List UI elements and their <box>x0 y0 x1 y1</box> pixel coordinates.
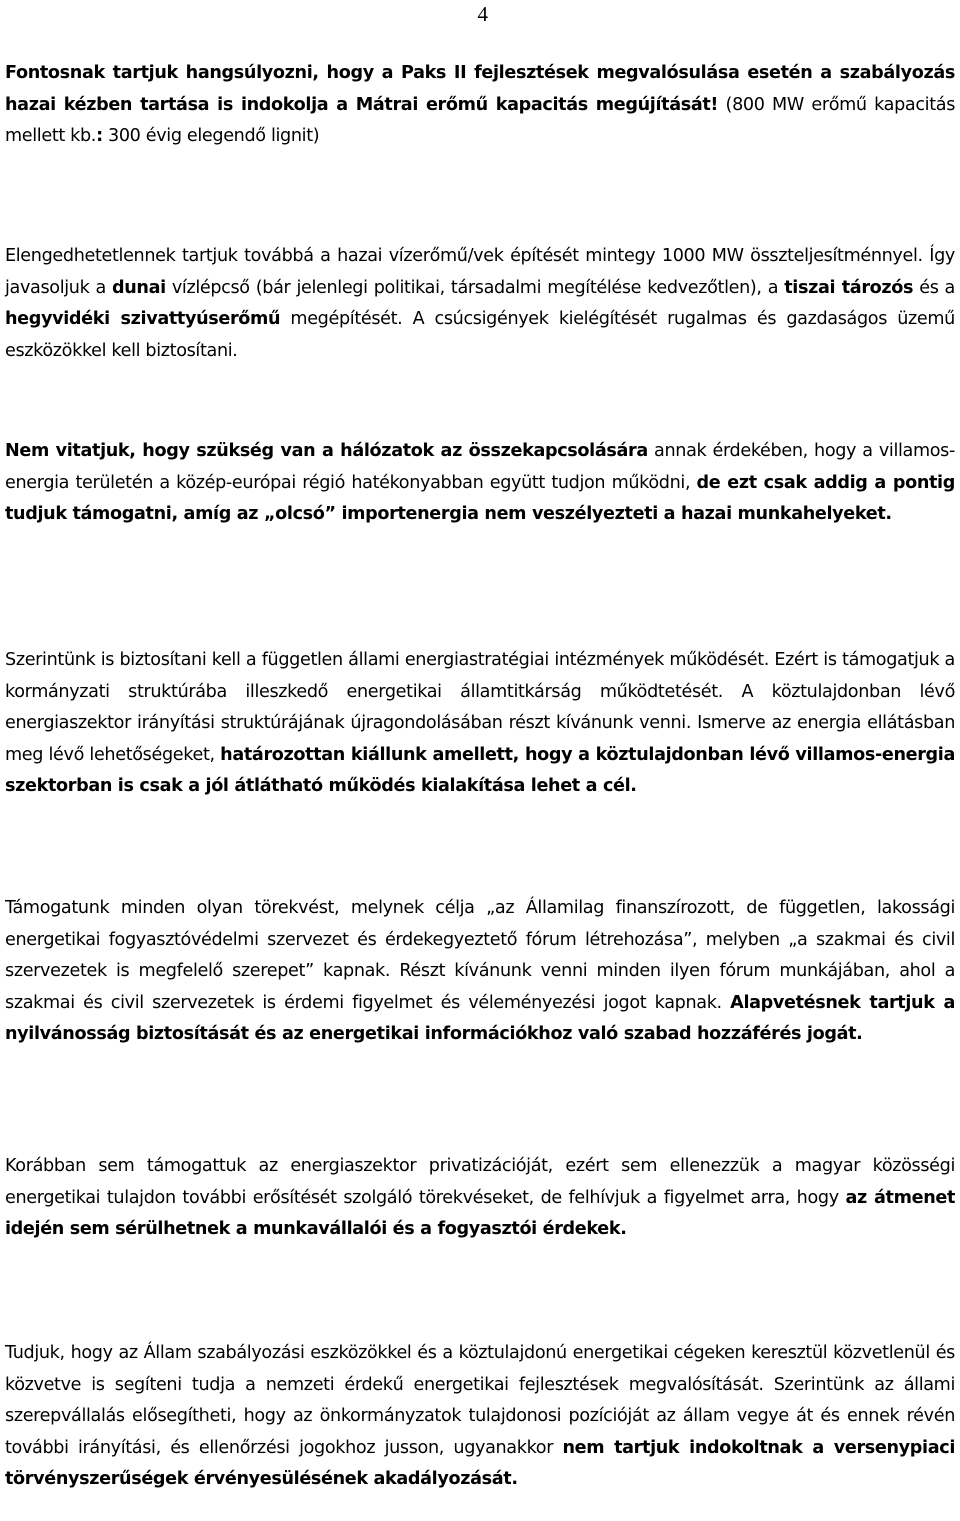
bold-text: : <box>96 126 103 146</box>
body-text: Korábban sem támogattuk az energiaszektor privatizációját, ezért sem ellenezzük a magyar közösségi energetikai tulajdon további erősítését szolgáló törekvéseket, de felhívjuk a figyelmet arra, hogy <box>5 1156 955 1208</box>
bold-text: határozottan kiállunk amellett, hogy a köztulajdonban lévő villamos-energia szektorban is csak a jól átlátható működés kialakítása lehet a cél. <box>5 744 956 796</box>
body-text: annak érdekében, hogy a villamos-energia területén a közép-európai régió hatékonyabban együtt tudjon működni, <box>5 441 955 493</box>
body-text: 300 évig elegendő lignit) <box>102 126 320 146</box>
page-number: 4 <box>477 2 488 26</box>
paragraph-privatization <box>5 1151 955 1246</box>
bold-text: Fontosnak tartjuk hangsúlyozni, hogy a Paks II fejlesztések megvalósulása esetén a szabályozás hazai kézben tartása is indokolja a Mátrai erőmű kapacitás megújítását! <box>5 63 955 115</box>
paragraph-state-institutions <box>5 645 955 803</box>
bold-text: tiszai tározós <box>784 277 914 298</box>
body-text: vízlépcső (bár jelenlegi politikai, társadalmi megítélése kedvezőtlen), a <box>165 277 785 298</box>
body-text: Elengedhetetlennek tartjuk továbbá a hazai vízerőmű/vek építését mintegy 1000 MW összteljesítménnyel. Így javasoljuk a <box>5 246 955 298</box>
paragraph-state-regulation <box>5 1338 955 1496</box>
bold-text: Nem vitatjuk, hogy szükség van a hálózatok az összekapcsolására <box>5 441 648 461</box>
bold-text: dunai <box>111 277 166 298</box>
bold-text: de ezt csak addig a pontig tudjuk támogatni, amíg az „olcsó” importenergia nem veszélyezteti a hazai munkahelyeket. <box>5 472 955 524</box>
body-text: (800 MW erőmű kapacitás mellett kb. <box>5 94 956 146</box>
paragraph-paks-matra <box>5 58 955 153</box>
bold-text: hegyvidéki szivattyúserőmű <box>5 309 281 329</box>
paragraph-hydropower <box>5 241 955 367</box>
body-text: Tudjuk, hogy az Állam szabályozási eszközökkel és a köztulajdonú energetikai cégeken keresztül közvetlenül és közvetve is segíteni tudja a nemzeti érdekű energetikai fejlesztések megvalósítását. Szerintünk az állami szerepvállalás elősegítheti, hogy az önkormányzatok tulajdonosi pozícióját az állam vegye át és ennek révén további irányítási, és ellenőrzési jogokhoz jusson, ugyanakkor <box>5 1343 955 1458</box>
bold-text: nem tartjuk indokoltnak a versenypiaci törvényszerűségek érvényesülésének akadályozását. <box>5 1437 955 1489</box>
paragraph-network-interconnection <box>5 436 955 531</box>
body-text: Szerintünk is biztosítani kell a független állami energiastratégiai intézmények működését. Ezért is támogatjuk a kormányzati struktúrába illeszkedő energetikai államtitkárság működtetését. A köztulajdonban lévő energiaszektor irányítási struktúrájának újragondolásában részt kívánunk venni. Ismerve az energia ellátásban meg lévő lehetőségeket, <box>5 650 955 765</box>
bold-text: az átmenet idején sem sérülhetnek a munkavállalói és a fogyasztói érdekek. <box>5 1187 956 1239</box>
body-text: Támogatunk minden olyan törekvést, melynek célja „az Államilag finanszírozott, de független, lakossági energetikai fogyasztóvédelmi szervezet és érdekegyeztető fórum létrehozása”, melyben „a szakmai és civil szervezetek is megfelelő szerepet” kapnak. Részt kívánunk venni minden ilyen fórum munkájában, ahol a szakmai és civil szervezetek is érdemi figyelmet és véleményezési jogot kapnak. <box>5 898 955 1013</box>
bold-text: Alapvetésnek tartjuk a nyilvánosság biztosítását és az energetikai információkhoz való szabad hozzáférés jogát. <box>5 992 955 1044</box>
paragraph-consumer-forum <box>5 893 955 1051</box>
body-text: megépítését. A csúcsigények kielégítését rugalmas és gazdaságos üzemű eszközökkel kell biztosítani. <box>5 309 955 361</box>
body-text: és a <box>913 277 955 298</box>
